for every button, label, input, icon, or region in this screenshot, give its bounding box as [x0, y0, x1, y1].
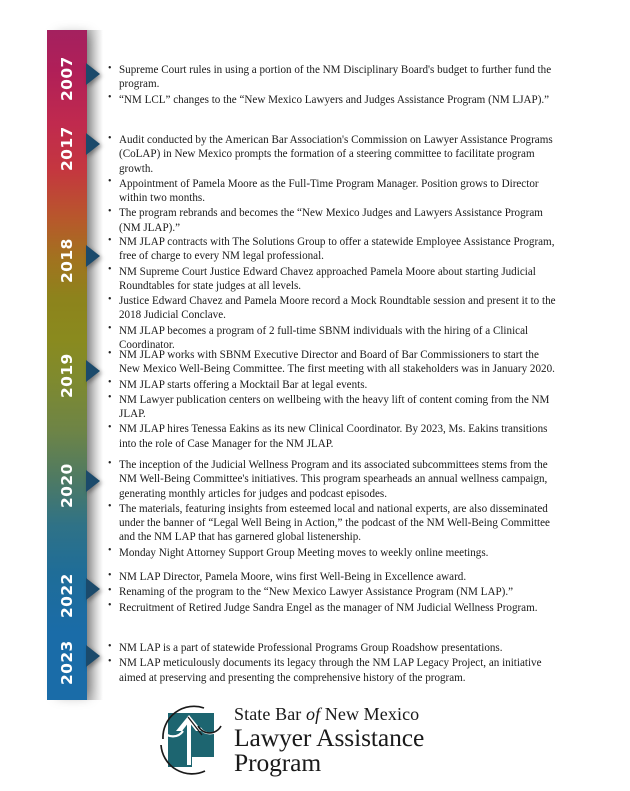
bullet-list [108, 458, 560, 560]
bullet-item: • The inception of the Judicial Wellness Program and its associated subcommittees stems from the NM Well-Being Committee's initiatives. This program spearheads an annual wellness campaign, generating monthly articles for judges and podcast episodes. [108, 458, 560, 501]
timeline-marker-2017 [86, 133, 100, 155]
timeline-year-2023: 2023 [58, 640, 76, 686]
bullet-item: • Monday Night Attorney Support Group Meeting moves to weekly online meetings. [108, 546, 560, 560]
bullet-item: • Appointment of Pamela Moore as the Full-Time Program Manager. Position grows to Director within two months. [108, 177, 560, 206]
logo-line-state-bar [234, 705, 488, 723]
bullet-item: • NM JLAP contracts with The Solutions Group to offer a statewide Employee Assistance Program, free of charge to every NM legal professional. [108, 235, 560, 264]
timeline-marker-2022 [86, 578, 100, 600]
timeline-year-2022: 2022 [58, 573, 76, 619]
timeline-entry-2007 [108, 63, 560, 108]
timeline-entry-2020 [108, 458, 560, 561]
bullet-item: • NM LAP meticulously documents its legacy through the NM LAP Legacy Project, an initiative aimed at preserving and presenting the comprehensive history of the program. [108, 656, 560, 685]
bullet-item: • The materials, featuring insights from esteemed local and national experts, are also disseminated under the banner of “Legal Well Being in Action,” the podcast of the NM Well-Being Committee and the NM LAP that has garnered global listenership. [108, 502, 560, 545]
timeline-entry-2019 [108, 348, 560, 452]
timeline-marker-2007 [86, 63, 100, 85]
timeline-marker-2023 [86, 645, 100, 667]
bullet-item: • Supreme Court rules in using a portion of the NM Disciplinary Board's budget to further fund the program. [108, 63, 560, 92]
timeline-entry-2023 [108, 641, 560, 686]
bullet-item: • The program rebrands and becomes the “New Mexico Judges and Lawyers Assistance Program (NM JLAP).” [108, 206, 560, 235]
timeline-entry-2017 [108, 133, 560, 236]
bullet-item: • NM Supreme Court Justice Edward Chavez approached Pamela Moore about starting Judicial Roundtables for state judges at all levels. [108, 265, 560, 294]
bullet-item: • NM JLAP becomes a program of 2 full-time SBNM individuals with the hiring of a Clinical Coordinator. [108, 324, 560, 353]
logo-wordmark [234, 705, 488, 776]
logo-line-program: Lawyer Assistance Program [234, 722, 425, 777]
bullet-item: • Recruitment of Retired Judge Sandra Engel as the manager of NM Judicial Wellness Program. [108, 601, 560, 615]
bullet-item: • NM JLAP works with SBNM Executive Director and Board of Bar Commissioners to start the New Mexico Well-Being Committee. The first meeting with all stakeholders was in January 2020. [108, 348, 560, 377]
bullet-item: • NM JLAP starts offering a Mocktail Bar at legal events. [108, 378, 560, 392]
bullet-list [108, 235, 560, 352]
bullet-item: • Audit conducted by the American Bar Association's Commission on Lawyer Assistance Programs (CoLAP) in New Mexico prompts the formation of a steering committee to facilitate program growth. [108, 133, 560, 176]
bullet-list [108, 570, 560, 615]
bullet-item: • NM LAP is a part of statewide Professional Programs Group Roadshow presentations. [108, 641, 560, 655]
timeline-year-2007: 2007 [58, 56, 76, 102]
bullet-list [108, 133, 560, 235]
timeline-marker-2019 [86, 360, 100, 382]
bullet-item: • Justice Edward Chavez and Pamela Moore record a Mock Roundtable session and present it to the 2018 Judicial Conclave. [108, 294, 560, 323]
bullet-item: • NM JLAP hires Tenessa Eakins as its new Clinical Coordinator. By 2023, Ms. Eakins transitions into the role of Case Manager for the NM JLAP. [108, 422, 560, 451]
new-mexico-scales-of-justice-logo-icon [158, 705, 224, 775]
bullet-item: • Renaming of the program to the “New Mexico Lawyer Assistance Program (NM LAP).” [108, 585, 560, 599]
timeline-year-2017: 2017 [58, 126, 76, 172]
bullet-item: • NM Lawyer publication centers on wellbeing with the heavy lift of content coming from the NM JLAP. [108, 393, 560, 422]
logo-line1-suffix: New Mexico [320, 703, 420, 724]
footer-logo [158, 704, 488, 776]
logo-line1-italic-of: of [305, 703, 321, 724]
bullet-list [108, 63, 560, 107]
bullet-list [108, 641, 560, 685]
timeline-year-2018: 2018 [58, 238, 76, 284]
timeline-entry-2022 [108, 570, 560, 616]
bullet-item: • “NM LCL” changes to the “New Mexico Lawyers and Judges Assistance Program (NM LJAP).” [108, 93, 560, 107]
timeline-marker-2018 [86, 245, 100, 267]
bullet-list [108, 348, 560, 451]
timeline-year-2020: 2020 [58, 463, 76, 509]
logo-line1-prefix: State Bar [234, 703, 306, 724]
bullet-item: • NM LAP Director, Pamela Moore, wins first Well-Being in Excellence award. [108, 570, 560, 584]
timeline-year-2019: 2019 [58, 353, 76, 399]
timeline-marker-2020 [86, 470, 100, 492]
timeline-entry-2018 [108, 235, 560, 353]
